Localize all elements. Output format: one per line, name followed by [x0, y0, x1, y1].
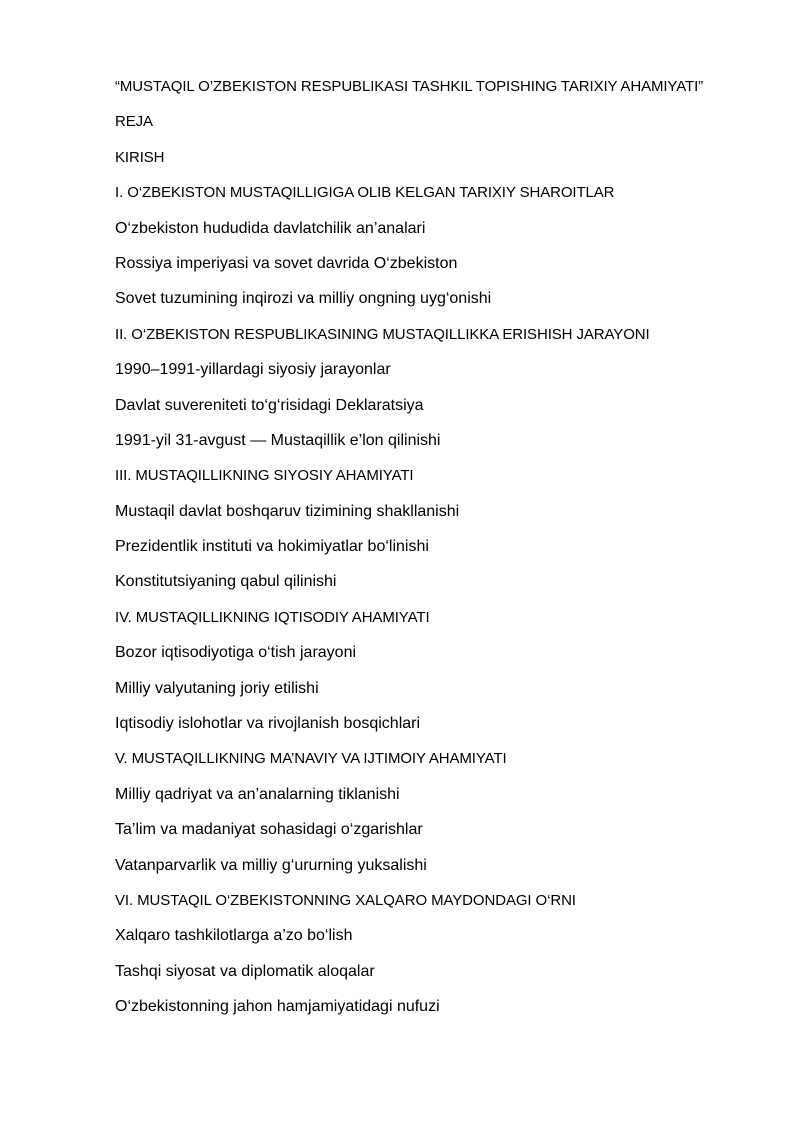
section-item: Bozor iqtisodiyotiga o‘tish jarayoni	[115, 644, 357, 662]
section-heading: V. MUSTAQILLIKNING MA’NAVIY VA IJTIMOIY AHAMIYATI	[115, 750, 507, 768]
section-heading: VI. MUSTAQIL O‘ZBEKISTONNING XALQARO MAYDONDAGI O‘RNI	[115, 891, 576, 909]
section-item: Milliy qadriyat va an’analarning tiklanishi	[115, 785, 400, 803]
section-item: Tashqi siyosat va diplomatik aloqalar	[115, 962, 375, 980]
section-item: O‘zbekistonning jahon hamjamiyatidagi nufuzi	[115, 998, 440, 1016]
section-heading: I. O‘ZBEKISTON MUSTAQILLIGIGA OLIB KELGAN TARIXIY SHAROITLAR	[115, 184, 615, 202]
section-item: Ta’lim va madaniyat sohasidagi o‘zgarishlar	[115, 821, 423, 839]
section-item: Davlat suvereniteti to‘g‘risidagi Deklaratsiya	[115, 396, 424, 414]
section-item: 1991-yil 31-avgust — Mustaqillik e’lon qilinishi	[115, 431, 441, 449]
section-item: Sovet tuzumining inqirozi va milliy ongning uyg‘onishi	[115, 290, 492, 308]
intro-heading: KIRISH	[115, 148, 165, 166]
section-heading: IV. MUSTAQILLIKNING IQTISODIY AHAMIYATI	[115, 608, 430, 626]
document-title: “MUSTAQIL O’ZBEKISTON RESPUBLIKASI TASHKIL TOPISHING TARIXIY AHAMIYATI”	[115, 78, 704, 95]
section-item: Konstitutsiyaning qabul qilinishi	[115, 573, 337, 591]
section-item: Vatanparvarlik va milliy g‘ururning yuksalishi	[115, 856, 427, 874]
section-item: Milliy valyutaning joriy etilishi	[115, 679, 319, 697]
section-item: Iqtisodiy islohotlar va rivojlanish bosqichlari	[115, 715, 421, 733]
section-item: 1990–1991-yillardagi siyosiy jarayonlar	[115, 361, 391, 379]
document-body	[115, 75, 785, 1031]
section-item: Xalqaro tashkilotlarga a’zo bo‘lish	[115, 927, 353, 945]
section-item: Mustaqil davlat boshqaruv tizimining shakllanishi	[115, 502, 460, 520]
section-item: Prezidentlik instituti va hokimiyatlar bo‘linishi	[115, 538, 429, 556]
section-item: O‘zbekiston hududida davlatchilik an’analari	[115, 219, 426, 237]
plan-heading: REJA	[115, 113, 153, 131]
section-heading: II. O‘ZBEKISTON RESPUBLIKASINING MUSTAQILLIKKA ERISHISH JARAYONI	[115, 325, 650, 343]
section-item: Rossiya imperiyasi va sovet davrida O‘zbekiston	[115, 254, 458, 272]
section-heading: III. MUSTAQILLIKNING SIYOSIY AHAMIYATI	[115, 467, 414, 485]
